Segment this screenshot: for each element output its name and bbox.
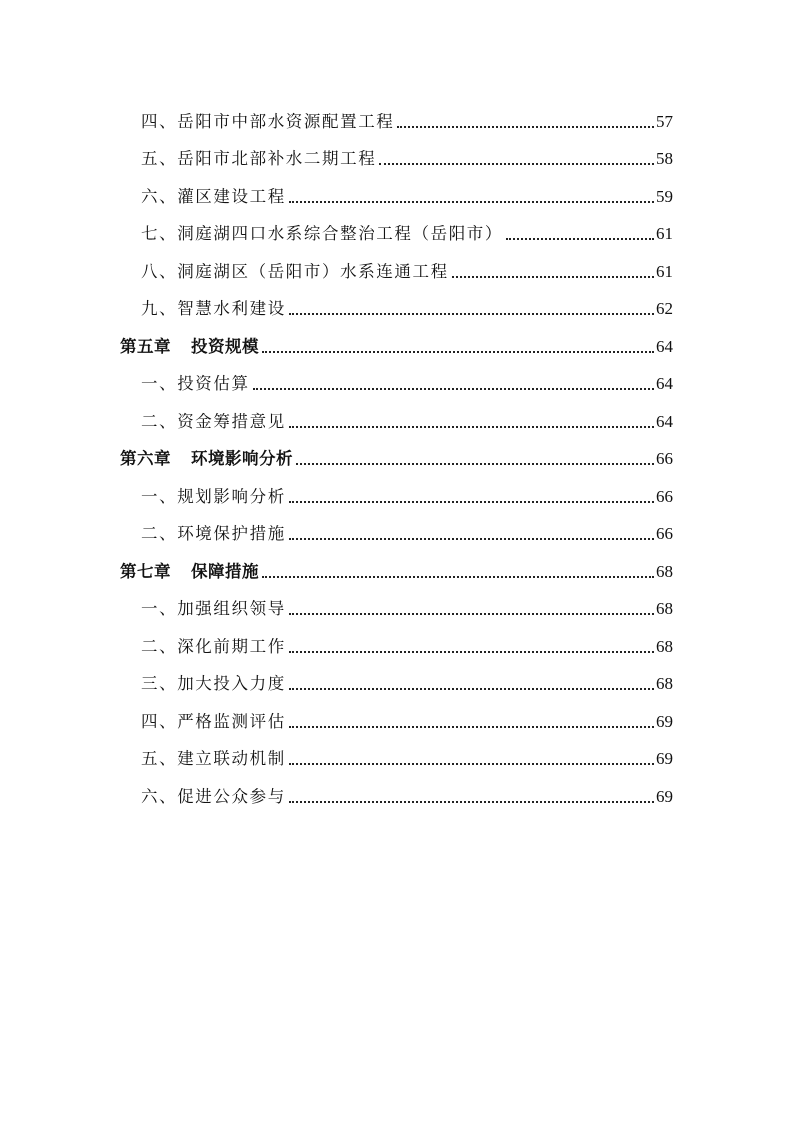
toc-entry-page: 68 [656, 674, 673, 693]
toc-leader-dots [452, 276, 654, 278]
toc-leader-dots [289, 201, 654, 203]
toc-leader-dots [289, 763, 654, 765]
toc-entry-title: 一、规划影响分析 [141, 486, 286, 506]
toc-leader-dots [289, 613, 654, 615]
toc-entry-title: 二、深化前期工作 [141, 636, 286, 656]
toc-chapter-title [120, 337, 259, 357]
toc-entry-title: 一、投资估算 [141, 374, 250, 393]
toc-entry-page: 68 [656, 599, 673, 618]
toc-entry-title: 二、资金筹措意见 [141, 411, 286, 431]
table-of-contents [0, 100, 793, 813]
toc-entry-title: 五、建立联动机制 [141, 749, 286, 768]
toc-entry[interactable] [0, 363, 793, 401]
toc-entry-title: 六、促进公众参与 [141, 786, 286, 806]
chapter-number: 第六章 [120, 449, 171, 468]
toc-entry[interactable] [0, 138, 793, 176]
toc-entry[interactable] [0, 100, 793, 138]
toc-entry[interactable] [0, 588, 793, 626]
toc-entry[interactable] [0, 625, 793, 663]
toc-entry[interactable] [0, 700, 793, 738]
toc-leader-dots [289, 426, 654, 428]
toc-leader-dots [253, 388, 654, 390]
toc-entry[interactable] [0, 400, 793, 438]
toc-entry-page: 61 [656, 261, 673, 281]
toc-entry-title: 二、环境保护措施 [141, 524, 286, 543]
toc-entry[interactable] [0, 288, 793, 326]
toc-entry[interactable] [0, 175, 793, 213]
toc-chapter-title [120, 562, 259, 582]
toc-entry-page: 69 [656, 749, 673, 768]
toc-entry[interactable] [0, 663, 793, 701]
toc-chapter-title [120, 449, 293, 469]
toc-leader-dots [289, 538, 654, 540]
toc-entry-title: 五、岳阳市北部补水二期工程 [141, 149, 377, 168]
toc-entry-page: 66 [656, 486, 673, 506]
toc-entry-title: 一、加强组织领导 [141, 599, 286, 618]
toc-entry-page: 58 [656, 149, 673, 168]
toc-entry[interactable] [0, 213, 793, 251]
toc-chapter[interactable] [0, 438, 793, 476]
toc-leader-dots [289, 651, 654, 653]
toc-entry-title: 七、洞庭湖四口水系综合整治工程（岳阳市） [141, 224, 503, 243]
toc-chapter[interactable] [0, 550, 793, 588]
toc-entry-title: 三、加大投入力度 [141, 674, 286, 693]
toc-entry[interactable] [0, 775, 793, 813]
toc-entry[interactable] [0, 475, 793, 513]
toc-leader-dots [379, 163, 654, 165]
toc-leader-dots [289, 313, 654, 315]
toc-entry[interactable] [0, 513, 793, 551]
toc-entry-page: 61 [656, 224, 673, 243]
chapter-number: 第五章 [120, 336, 171, 356]
toc-leader-dots [262, 351, 654, 353]
chapter-name: 保障措施 [191, 561, 259, 581]
toc-entry-title: 九、智慧水利建设 [141, 299, 286, 318]
toc-leader-dots [289, 688, 654, 690]
toc-entry-page: 62 [656, 299, 673, 318]
toc-chapter-page: 64 [656, 336, 673, 356]
toc-chapter-page: 66 [656, 449, 673, 468]
toc-entry-page: 69 [656, 786, 673, 806]
chapter-name: 投资规模 [191, 336, 259, 356]
toc-entry-page: 66 [656, 524, 673, 543]
toc-entry-title: 四、严格监测评估 [141, 711, 286, 731]
toc-leader-dots [289, 726, 654, 728]
toc-entry[interactable] [0, 250, 793, 288]
toc-entry-title: 六、灌区建设工程 [141, 186, 286, 206]
chapter-number: 第七章 [120, 561, 171, 581]
toc-entry-page: 68 [656, 636, 673, 656]
toc-leader-dots [262, 576, 654, 578]
chapter-name: 环境影响分析 [191, 449, 293, 468]
toc-chapter[interactable] [0, 325, 793, 363]
toc-entry-page: 69 [656, 711, 673, 731]
toc-chapter-page: 68 [656, 561, 673, 581]
toc-entry-page: 59 [656, 186, 673, 206]
toc-leader-dots [506, 238, 654, 240]
toc-entry-page: 57 [656, 111, 673, 131]
toc-entry-title: 四、岳阳市中部水资源配置工程 [141, 111, 395, 131]
toc-leader-dots [397, 126, 654, 128]
toc-leader-dots [296, 463, 654, 465]
toc-leader-dots [289, 501, 654, 503]
toc-entry[interactable] [0, 738, 793, 776]
toc-entry-title: 八、洞庭湖区（岳阳市）水系连通工程 [141, 261, 449, 281]
toc-entry-page: 64 [656, 374, 673, 393]
toc-entry-page: 64 [656, 411, 673, 431]
toc-leader-dots [289, 801, 654, 803]
